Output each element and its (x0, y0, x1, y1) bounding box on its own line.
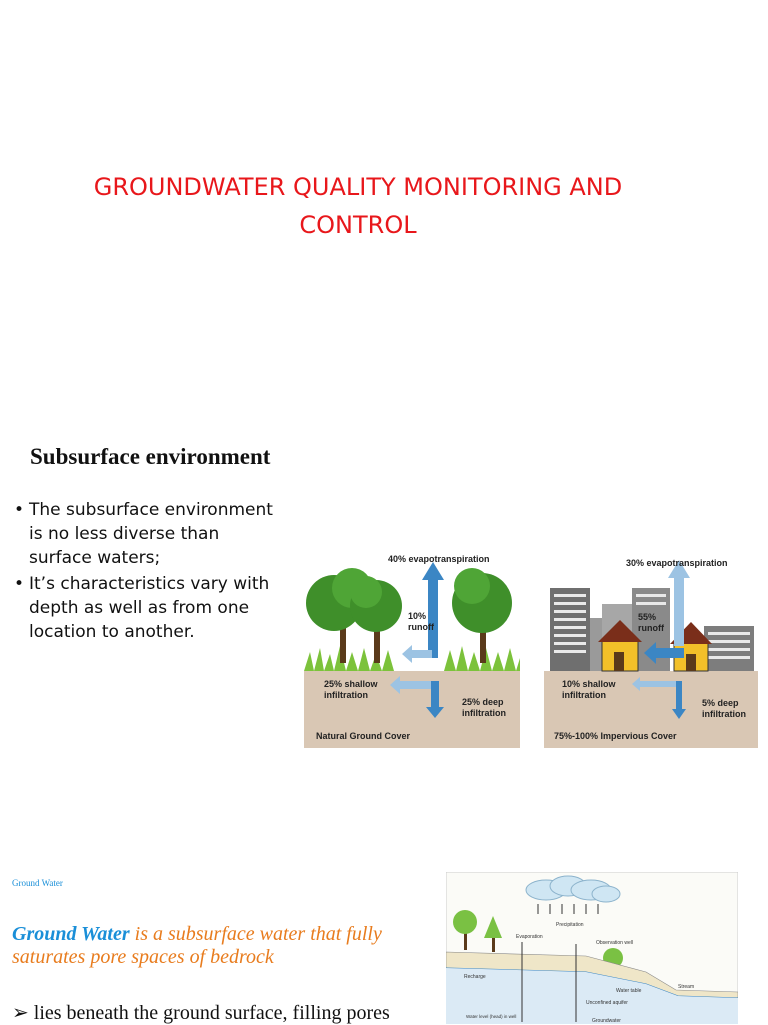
deep-label: infiltration (462, 708, 506, 718)
stream-label: Stream (678, 984, 695, 990)
recharge-label: Recharge (464, 974, 486, 980)
bullet-text: It’s characteristics vary with (29, 574, 270, 594)
runoff-pct-label: 55% (638, 612, 657, 622)
bullet-dot: • (14, 574, 25, 594)
tree-icon (452, 568, 512, 663)
bullet-list (14, 498, 304, 646)
water-table-label: Water table (616, 988, 642, 994)
title-line-1: GROUNDWATER QUALITY MONITORING AND (93, 173, 623, 201)
slide-small-title: Ground Water (12, 878, 63, 888)
impervious-cover-diagram (544, 548, 758, 748)
runoff-label: runoff (408, 622, 434, 632)
natural-cover-diagram (304, 548, 520, 748)
bullet-text: depth as well as from one (29, 598, 250, 618)
runoff-pct-label: 10% (408, 611, 427, 621)
well-level-label: Water level (head) in well (466, 1014, 517, 1019)
shallow-label: infiltration (324, 690, 368, 700)
groundwater-bullet (12, 1000, 390, 1025)
section-heading: Subsurface environment (30, 444, 271, 469)
runoff-arrow (402, 645, 432, 663)
definition-term: Ground Water (12, 923, 130, 945)
groundwater-label: Groundwater (592, 1018, 621, 1024)
tree-icon (306, 568, 402, 663)
unconfined-label: Unconfined aquifer (586, 1000, 628, 1006)
shallow-pct-label: 25% shallow (324, 679, 378, 689)
definition-text: is a subsurface water that fully saturates pore spaces of bedrock (12, 923, 382, 968)
deep-label: infiltration (702, 709, 746, 719)
runoff-label: runoff (638, 623, 664, 633)
urban-caption: 75%-100% Impervious Cover (554, 731, 677, 741)
obs-well-label: Observation well (596, 940, 633, 946)
bullet-item (14, 572, 304, 644)
bullet-text: is no less diverse than (29, 524, 220, 544)
arrow-bullet-icon: ➢ (12, 1002, 29, 1024)
evapo-label: 30% evapotranspiration (626, 558, 728, 568)
bullet-text: The subsurface environment (29, 500, 273, 520)
groundwater-definition (12, 923, 432, 969)
bullet-item (14, 498, 304, 570)
evapo-label: 40% evapotranspiration (388, 554, 490, 564)
bullet-dot: • (14, 500, 25, 520)
evap-label: Evaporation (516, 934, 543, 940)
groundwater-figure (446, 872, 738, 1024)
evapotranspiration-arrow (422, 562, 444, 658)
shallow-label: infiltration (562, 690, 606, 700)
title-line-2: CONTROL (299, 211, 417, 239)
bullet-text: location to another. (29, 622, 195, 642)
bullet-text: lies beneath the ground surface, filling pores (33, 1002, 390, 1024)
natural-caption: Natural Ground Cover (316, 731, 411, 741)
shallow-pct-label: 10% shallow (562, 679, 616, 689)
slide-title (0, 168, 716, 244)
deep-pct-label: 5% deep (702, 698, 739, 708)
deep-pct-label: 25% deep (462, 697, 504, 707)
bullet-text: surface waters; (29, 548, 161, 568)
precip-label: Precipitation (556, 922, 584, 928)
